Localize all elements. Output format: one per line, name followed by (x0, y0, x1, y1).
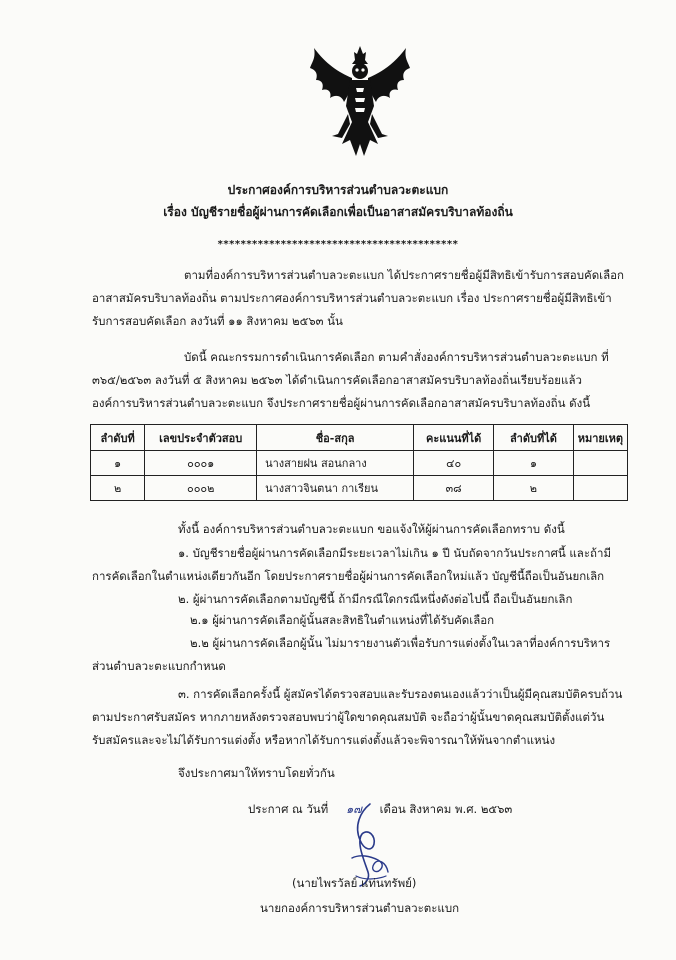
condition-3-line3: รับสมัครและจะไม่ได้รับการแต่งตั้ง หรือหากได้รับการแต่งตั้งแล้วจะพิจารณาให้พ้นจากตำแหน่ง (92, 733, 556, 747)
para1-line1: ตามที่องค์การบริหารส่วนตำบลวะตะแบก ได้ประกาศรายชื่อผู้มีสิทธิเข้ารับการสอบคัดเลือก (184, 268, 625, 282)
cell-remarks (573, 476, 627, 501)
date-prefix: ประกาศ ณ วันที่ (248, 802, 329, 816)
para2-line3: องค์การบริหารส่วนตำบลวะตะแบก จึงประกาศรายชื่อผู้ผ่านการคัดเลือกอาสาสมัครบริบาลท้องถิ่น ดังนี้ (92, 396, 591, 410)
col-header-remarks: หมายเหตุ (573, 425, 627, 451)
condition-2-2-line1: ๒.๒ ผู้ผ่านการคัดเลือกผู้นั้น ไม่มารายงานตัวเพื่อรับการแต่งตั้งในเวลาที่องค์การบริหาร (190, 636, 611, 650)
cell-name: นางสาวจินตนา กาเรียน (257, 476, 414, 501)
condition-3-line2: ตามประกาศรับสมัคร หากภายหลังตรวจสอบพบว่าผู้ใดขาดคุณสมบัติ จะถือว่าผู้นั้นขาดคุณสมบัติตั้งแต่วัน (92, 710, 605, 724)
garuda-emblem-icon (308, 44, 412, 164)
closing-announce: จึงประกาศมาให้ทราบโดยทั่วกัน (178, 766, 335, 780)
cell-score: ๓๘ (414, 476, 494, 501)
para2-line2: ๓๖๕/๒๕๖๓ ลงวันที่ ๕ สิงหาคม ๒๕๖๓ ได้ดำเนินการคัดเลือกอาสาสมัครบริบาลท้องถิ่นเรียบร้อยแล้ว (92, 373, 582, 387)
cell-remarks (573, 451, 627, 476)
cell-rank: ๒ (91, 476, 145, 501)
condition-2-1: ๒.๑ ผู้ผ่านการคัดเลือกผู้นั้นสละสิทธิในตำแหน่งที่ได้รับคัดเลือก (190, 613, 495, 627)
table-header-row (91, 425, 628, 451)
condition-2: ๒. ผู้ผ่านการคัดเลือกตามบัญชีนี้ ถ้ามีกรณีใดกรณีหนึ่งดังต่อไปนี้ ถือเป็นอันยกเลิก (178, 592, 573, 606)
signatory-name: (นายไพรวัลย์ แท่นทรัพย์) (292, 876, 417, 890)
conditions-intro: ทั้งนี้ องค์การบริหารส่วนตำบลวะตะแบก ขอแจ้งให้ผู้ผ่านการคัดเลือกทราบ ดังนี้ (178, 522, 565, 536)
candidate-table (90, 424, 628, 501)
cell-exam-id: ๐๐๐๒ (145, 476, 257, 501)
announcement-title: ประกาศองค์การบริหารส่วนตำบลวะตะแบก (227, 183, 449, 197)
cell-position: ๒ (494, 476, 574, 501)
table-row (91, 476, 628, 501)
condition-3-line1: ๓. การคัดเลือกครั้งนี้ ผู้สมัครได้ตรวจสอบและรับรองตนเองแล้วว่าเป็นผู้มีคุณสมบัติครบถ้วน (178, 687, 623, 701)
cell-name: นางสายฝน สอนกลาง (257, 451, 414, 476)
col-header-score: คะแนนที่ได้ (414, 425, 494, 451)
para1-line3: รับการสอบคัดเลือก ลงวันที่ ๑๑ สิงหาคม ๒๕๖๓ นั้น (92, 314, 343, 328)
date-day: ๑๗ (345, 802, 362, 816)
col-header-name: ชื่อ-สกุล (257, 425, 414, 451)
col-header-exam-id: เลขประจำตัวสอบ (145, 425, 257, 451)
table-row (91, 451, 628, 476)
col-header-rank: ลำดับที่ (91, 425, 145, 451)
col-header-position: ลำดับที่ได้ (494, 425, 574, 451)
cell-score: ๔๐ (414, 451, 494, 476)
signatory-position: นายกองค์การบริหารส่วนตำบลวะตะแบก (260, 901, 460, 915)
announcement-subject: เรื่อง บัญชีรายชื่อผู้ผ่านการคัดเลือกเพื่อเป็นอาสาสมัครบริบาลท้องถิ่น (163, 205, 513, 219)
condition-1-line1: ๑. บัญชีรายชื่อผู้ผ่านการคัดเลือกมีระยะเวลาไม่เกิน ๑ ปี นับถัดจากวันประกาศนี้ และถ้ามี (178, 546, 612, 560)
date-suffix: เดือน สิงหาคม พ.ศ. ๒๕๖๓ (379, 802, 513, 816)
cell-exam-id: ๐๐๐๑ (145, 451, 257, 476)
separator-line: ****************************************** (217, 239, 459, 250)
condition-1-line2: การคัดเลือกในตำแหน่งเดียวกันอีก โดยประกาศรายชื่อผู้ผ่านการคัดเลือกใหม่แล้ว บัญชีนี้ถือเป็นอันยกเลิก (92, 569, 605, 583)
condition-2-2-line2: ส่วนตำบลวะตะแบกกำหนด (92, 659, 226, 673)
cell-rank: ๑ (91, 451, 145, 476)
para2-line1: บัดนี้ คณะกรรมการดำเนินการคัดเลือก ตามคำสั่งองค์การบริหารส่วนตำบลวะตะแบก ที่ (184, 350, 609, 364)
para1-line2: อาสาสมัครบริบาลท้องถิ่น ตามประกาศองค์การบริหารส่วนตำบลวะตะแบก เรื่อง ประกาศรายชื่อผู้มีสิทธิเข้า (92, 291, 612, 305)
cell-position: ๑ (494, 451, 574, 476)
